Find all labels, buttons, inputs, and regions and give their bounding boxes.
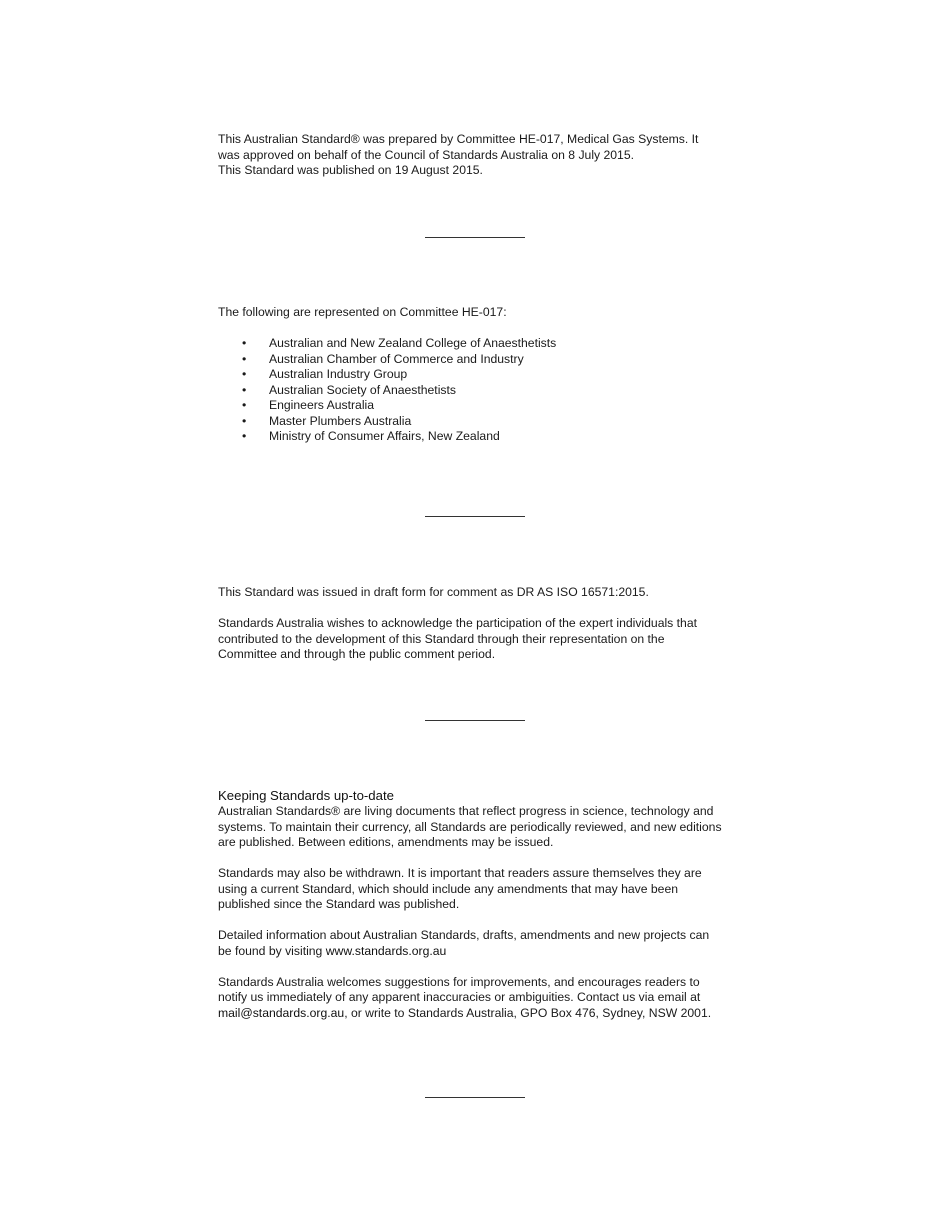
- email-link[interactable]: mail@standards.org.au: [218, 1005, 345, 1020]
- bullet-icon: •: [242, 413, 247, 428]
- keeping-standards-section: [218, 788, 738, 1021]
- p2-line-2: using a current Standard, which should include any amendments that may have been: [218, 881, 679, 896]
- section-divider-4: [425, 1097, 525, 1098]
- member-name: Master Plumbers Australia: [269, 413, 412, 428]
- ack-line-3: Committee and through the public comment period.: [218, 647, 496, 661]
- section-divider-3: [425, 720, 525, 721]
- p3-line-1: Detailed information about Australian Standards, drafts, amendments and new projects can: [218, 928, 710, 942]
- p3-prefix: be found by visiting: [218, 943, 326, 958]
- list-item: [218, 429, 738, 445]
- prep-line-2: was approved on behalf of the Council of Standards Australia on 8 July 2015.: [218, 147, 634, 162]
- p4-suffix: , or write to Standards Australia, GPO Box 476, Sydney, NSW 2001.: [344, 1005, 712, 1020]
- p4-line-1: Standards Australia welcomes suggestions for improvements, and encourages readers to: [218, 974, 700, 989]
- p2-line-1: Standards may also be withdrawn. It is important that readers assure themselves they are: [218, 866, 702, 880]
- list-item: [218, 383, 738, 399]
- ack-line-1: Standards Australia wishes to acknowledge the participation of the expert individuals that: [218, 616, 697, 630]
- bullet-icon: •: [242, 336, 247, 350]
- section-divider-2: [425, 516, 525, 517]
- prep-line-3: This Standard was published on 19 August 2015.: [218, 163, 483, 177]
- member-name: Australian Industry Group: [269, 367, 408, 381]
- bullet-icon: •: [242, 382, 247, 397]
- committee-member-list: [218, 336, 738, 445]
- bullet-icon: •: [242, 429, 247, 443]
- member-name: Australian and New Zealand College of Anaesthetists: [269, 336, 557, 350]
- section-heading: Keeping Standards up-to-date: [218, 788, 394, 803]
- list-item: [218, 336, 738, 352]
- member-name: Ministry of Consumer Affairs, New Zealand: [269, 429, 500, 443]
- list-item: [218, 352, 738, 368]
- list-item: [218, 398, 738, 414]
- p1-line-3: are published. Between editions, amendments may be issued.: [218, 835, 554, 849]
- p2-line-3: published since the Standard was published.: [218, 897, 460, 911]
- committee-intro: The following are represented on Committee HE-017:: [218, 305, 507, 319]
- p4-line-2: notify us immediately of any apparent inaccuracies or ambiguities. Contact us via email at: [218, 990, 701, 1004]
- list-item: [218, 367, 738, 383]
- member-name: Engineers Australia: [269, 398, 375, 412]
- draft-line: This Standard was issued in draft form for comment as DR AS ISO 16571:2015.: [218, 585, 649, 599]
- member-name: Australian Society of Anaesthetists: [269, 382, 456, 397]
- member-name: Australian Chamber of Commerce and Industry: [269, 351, 524, 366]
- p1-line-1: Australian Standards® are living documents that reflect progress in science, technology and: [218, 804, 714, 818]
- website-link[interactable]: www.standards.org.au: [325, 943, 447, 958]
- section-divider-1: [425, 237, 525, 238]
- list-item: [218, 414, 738, 430]
- bullet-icon: •: [242, 398, 247, 412]
- preparation-section: [218, 132, 738, 179]
- draft-section: [218, 585, 738, 663]
- p1-line-2: systems. To maintain their currency, all Standards are periodically reviewed, and new editions: [218, 819, 722, 834]
- ack-line-2: contributed to the development of this Standard through their representation on the: [218, 631, 665, 646]
- p3-line-2: [218, 944, 738, 960]
- bullet-icon: •: [242, 367, 247, 381]
- bullet-icon: •: [242, 351, 247, 366]
- prep-line-1: This Australian Standard® was prepared by Committee HE-017, Medical Gas Systems. It: [218, 132, 699, 146]
- p4-line-3: [218, 1006, 738, 1022]
- committee-section: [218, 305, 738, 445]
